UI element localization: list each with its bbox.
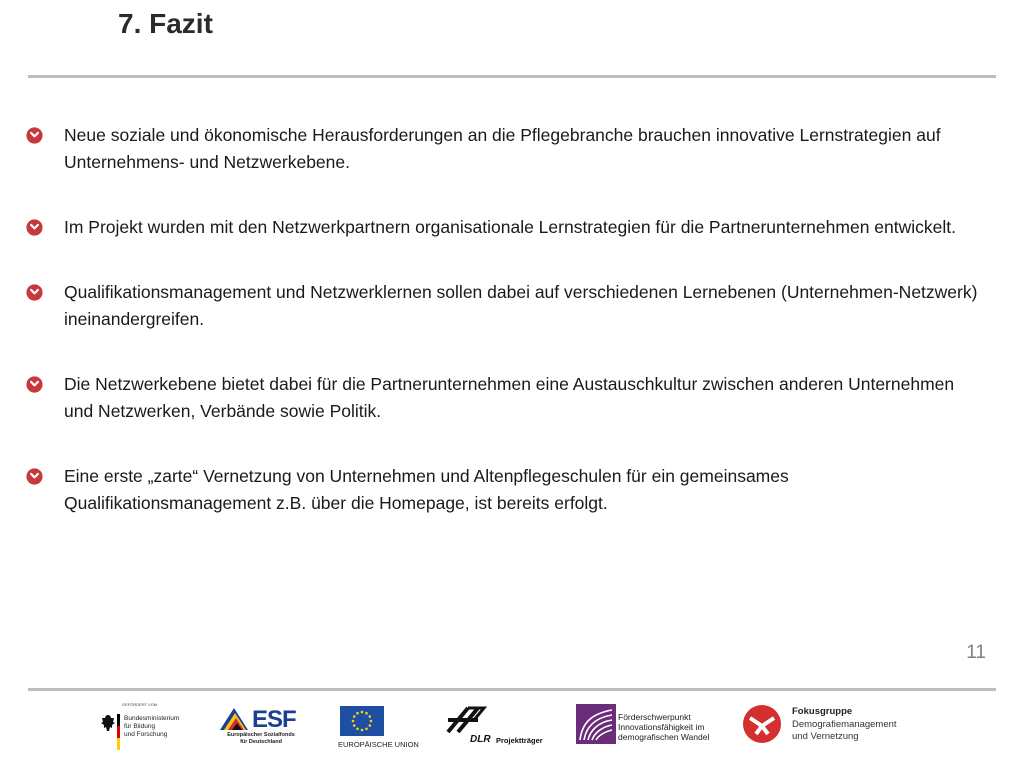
bullet-item bbox=[26, 214, 986, 241]
eu-star bbox=[368, 715, 371, 718]
esf-logo bbox=[218, 704, 322, 754]
eu-star bbox=[370, 720, 373, 723]
eu-star bbox=[365, 727, 368, 730]
eu-star bbox=[353, 724, 356, 727]
top-divider bbox=[28, 75, 996, 78]
bullet-item bbox=[26, 371, 986, 425]
eu-star bbox=[365, 712, 368, 715]
bmbf-logo bbox=[100, 700, 200, 756]
eagle-icon bbox=[100, 714, 116, 732]
chevron-bullet-icon bbox=[26, 468, 43, 485]
eu-caption: EUROPÄISCHE UNION bbox=[338, 740, 419, 749]
fokusgruppe-text: Demografiemanagement und Vernetzung bbox=[792, 719, 897, 742]
eu-star bbox=[361, 729, 364, 732]
fokus-circle-icon bbox=[742, 704, 782, 744]
bullet-text: Eine erste „zarte“ Vernetzung von Unternehmen und Altenpflegeschulen für ein gemeinsames Qualifikationsmanagement z.B. über die Homepage, ist bereits erfolgt. bbox=[64, 466, 789, 513]
eu-flag-icon bbox=[340, 706, 384, 736]
fokusgruppe-logo bbox=[742, 700, 942, 756]
bullet-text: Neue soziale und ökonomische Herausforderungen an die Pflegebranche brauchen innovative Lernstrategien auf Unternehmens- und Netzwerkebene. bbox=[64, 125, 941, 172]
foerderschwerpunkt-logo bbox=[576, 704, 726, 754]
esf-wordmark: ESF bbox=[252, 706, 296, 733]
eu-star bbox=[361, 711, 364, 714]
bullet-text: Qualifikationsmanagement und Netzwerklernen sollen dabei auf verschiedenen Lernebenen (Unternehmen-Netzwerk) ineinandergreifen. bbox=[64, 282, 978, 329]
chevron-bullet-icon bbox=[26, 376, 43, 393]
bullet-item bbox=[26, 122, 986, 176]
footer-logos bbox=[0, 700, 1024, 768]
bullet-item bbox=[26, 463, 986, 517]
esf-emblem-icon bbox=[218, 704, 252, 732]
chevron-bullet-icon bbox=[26, 127, 43, 144]
chevron-bullet-icon bbox=[26, 284, 43, 301]
bottom-divider bbox=[28, 688, 996, 691]
bmbf-text: Bundesministerium für Bildung und Forschung bbox=[124, 715, 180, 738]
eu-star bbox=[368, 724, 371, 727]
esf-text: Europäischer Sozialfonds für Deutschland bbox=[227, 732, 295, 745]
bullet-text: Im Projekt wurden mit den Netzwerkpartnern organisationale Lernstrategien für die Partnerunternehmen entwickelt. bbox=[64, 217, 956, 237]
chevron-bullet-icon bbox=[26, 219, 43, 236]
dlr-logo bbox=[444, 704, 564, 754]
dlr-wordmark: DLR bbox=[470, 734, 491, 745]
bullet-item bbox=[26, 279, 986, 333]
page-number: 11 bbox=[966, 642, 986, 663]
bullet-text: Die Netzwerkebene bietet dabei für die Partnerunternehmen eine Austauschkultur zwischen anderen Unternehmen und Netzwerken, Verbände sowie Politik. bbox=[64, 374, 955, 421]
fokusgruppe-title: Fokusgruppe bbox=[792, 706, 853, 717]
dlr-emblem-icon bbox=[444, 704, 494, 736]
bullet-list bbox=[26, 122, 986, 555]
eu-star bbox=[356, 727, 359, 730]
foerderschwerpunkt-text: Förderschwerpunkt Innovationsfähigkeit im demografischen Wandel bbox=[618, 712, 710, 742]
eu-star bbox=[353, 715, 356, 718]
german-flag-stripe bbox=[117, 714, 120, 750]
spiral-icon bbox=[576, 704, 616, 744]
slide-title: 7. Fazit bbox=[118, 8, 213, 39]
eu-star bbox=[356, 712, 359, 715]
eu-logo bbox=[338, 706, 434, 756]
eu-star bbox=[352, 720, 355, 723]
dlr-subtitle: Projektträger bbox=[496, 736, 543, 745]
bmbf-funding-label: GEFÖRDERT VOM bbox=[122, 702, 158, 707]
